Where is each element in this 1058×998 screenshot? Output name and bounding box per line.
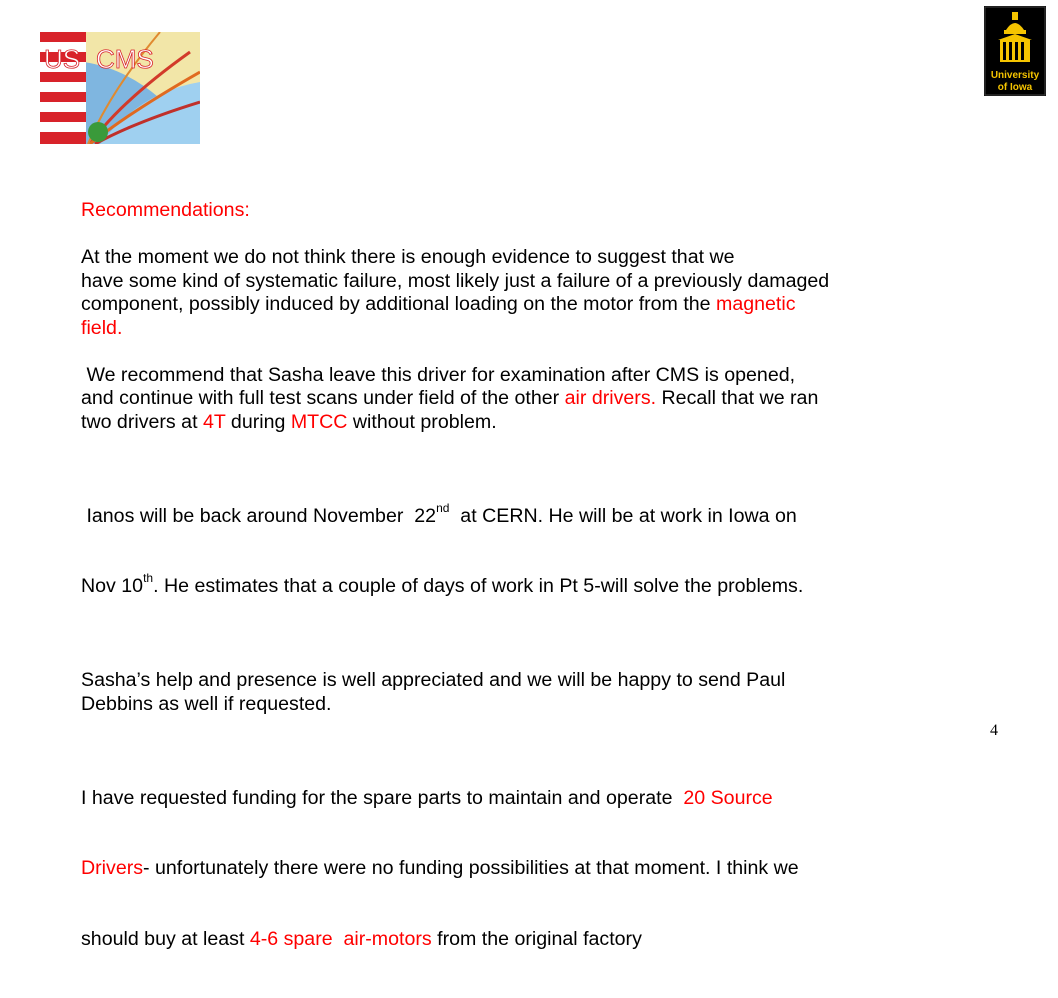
- university-of-iowa-logo: [984, 6, 1046, 96]
- text-line: [81, 505, 1011, 529]
- heading: Recommendations:: [81, 199, 1011, 223]
- highlight-magnetic: magnetic: [716, 293, 796, 315]
- highlight-mtcc: MTCC: [291, 411, 348, 433]
- text-run: - unfortunately there were no funding possibilities at that moment. I think we: [143, 857, 799, 879]
- text-run: at CERN. He will be at work in Iowa on: [449, 505, 796, 527]
- text-line: [81, 928, 1011, 952]
- text-line: [81, 411, 1011, 435]
- text-run: two drivers at: [81, 411, 203, 433]
- highlight-20-source: 20 Source: [683, 787, 772, 809]
- uscms-logo: [40, 32, 200, 144]
- text-line: [81, 575, 1011, 599]
- text-run: component, possibly induced by additional loading on the motor from the: [81, 293, 716, 315]
- svg-text:US: US: [44, 44, 80, 74]
- paragraph-recommendation: [81, 364, 1011, 435]
- text-line: [81, 857, 1011, 881]
- highlight-spare-air-motors: 4-6 spare air-motors: [250, 928, 432, 950]
- page-number: 4: [990, 722, 998, 740]
- text-run: I have requested funding for the spare parts to maintain and operate: [81, 787, 683, 809]
- text-line: have some kind of systematic failure, most likely just a failure of a previously damaged: [81, 270, 1011, 294]
- text-run: without problem.: [347, 411, 496, 433]
- text-line: [81, 787, 1011, 811]
- highlight-air-drivers: air drivers.: [565, 387, 656, 409]
- svg-text:of Iowa: of Iowa: [998, 82, 1033, 93]
- superscript: nd: [436, 501, 449, 515]
- text-run: Recall that we ran: [656, 387, 818, 409]
- text-line: Sasha’s help and presence is well appreciated and we will be happy to send Paul: [81, 669, 1011, 693]
- text-line: At the moment we do not think there is enough evidence to suggest that we: [81, 246, 1011, 270]
- text-line: We recommend that Sasha leave this driver for examination after CMS is opened,: [81, 364, 1011, 388]
- text-run: Ianos will be back around November 22: [81, 505, 436, 527]
- text-line: [81, 293, 1011, 317]
- highlight-field: field.: [81, 317, 1011, 341]
- text-line: [81, 387, 1011, 411]
- text-line: Debbins as well if requested.: [81, 693, 1011, 717]
- paragraph-funding: [81, 740, 1011, 998]
- highlight-4t: 4T: [203, 411, 226, 433]
- text-run: . He estimates that a couple of days of work in Pt 5-will solve the problems.: [153, 575, 803, 597]
- superscript: th: [143, 571, 153, 585]
- paragraph-sasha: [81, 669, 1011, 716]
- svg-text:University: University: [991, 70, 1040, 81]
- text-run: and continue with full test scans under field of the other: [81, 387, 565, 409]
- paragraph-ianos: [81, 458, 1011, 646]
- slide-body: [81, 199, 1011, 998]
- text-run: during: [225, 411, 290, 433]
- svg-text:CMS: CMS: [96, 44, 154, 74]
- paragraph-evidence: [81, 246, 1011, 340]
- text-run: should buy at least: [81, 928, 250, 950]
- text-run: Nov 10: [81, 575, 143, 597]
- highlight-drivers: Drivers: [81, 857, 143, 879]
- text-run: from the original factory: [432, 928, 642, 950]
